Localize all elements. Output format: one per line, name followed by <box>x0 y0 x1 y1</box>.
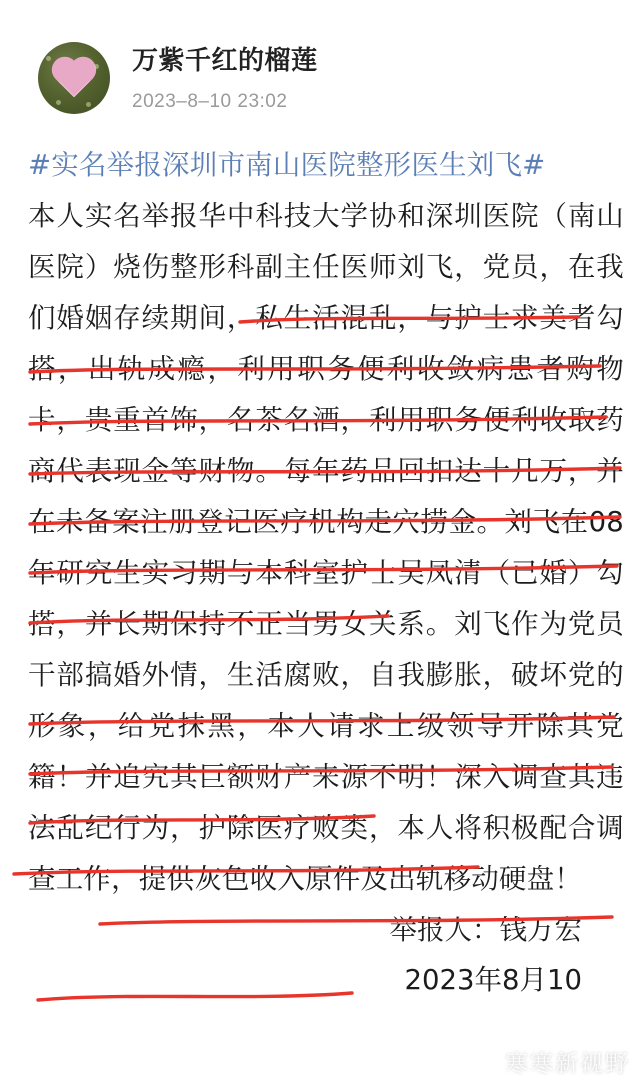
avatar[interactable] <box>38 42 110 114</box>
post-body-wrap <box>0 110 640 1005</box>
post-content <box>28 140 624 905</box>
post-text: 本人实名举报华中科技大学协和深圳医院（南山医院）烧伤整形科副主任医师刘飞，党员，在我们婚姻存续期间，私生活混乱，与护士求美者勾搭，出轨成瘾，利用职务便利收敛病患者购物卡，贵重首饰，名茶名酒，利用职务便利收取药商代表现金等财物。每年药品回扣达十几万，并在未备案注册登记医疗机构走穴捞金。刘飞在08年研究生实习期与本科室护士吴凤清（已婚）勾搭，并长期保持不正当男女关系。刘飞作为党员干部搞婚外情，生活腐败，自我膨胀，破坏党的形象，给党抹黑，本人请求上级领导开除其党籍！并追究其巨额财产来源不明！深入调查其违法乱纪行为，护除医疗败类，本人将积极配合调查工作，提供灰色收入原件及出轨移动硬盘！ <box>28 200 624 895</box>
watermark: 寒寒新视野 <box>505 1051 630 1077</box>
post-header <box>0 0 640 110</box>
author-block <box>132 40 318 114</box>
post-timestamp: 2023–8–10 23:02 <box>132 91 288 112</box>
author-name[interactable]: 万紫千红的榴莲 <box>132 45 318 75</box>
signature-name: 举报人：钱万宏 <box>389 914 582 946</box>
signature-date: 2023年8月10 <box>404 964 582 996</box>
heart-icon <box>56 61 93 98</box>
hashtag-link[interactable]: #实名举报深圳市南山医院整形医生刘飞# <box>28 149 546 181</box>
